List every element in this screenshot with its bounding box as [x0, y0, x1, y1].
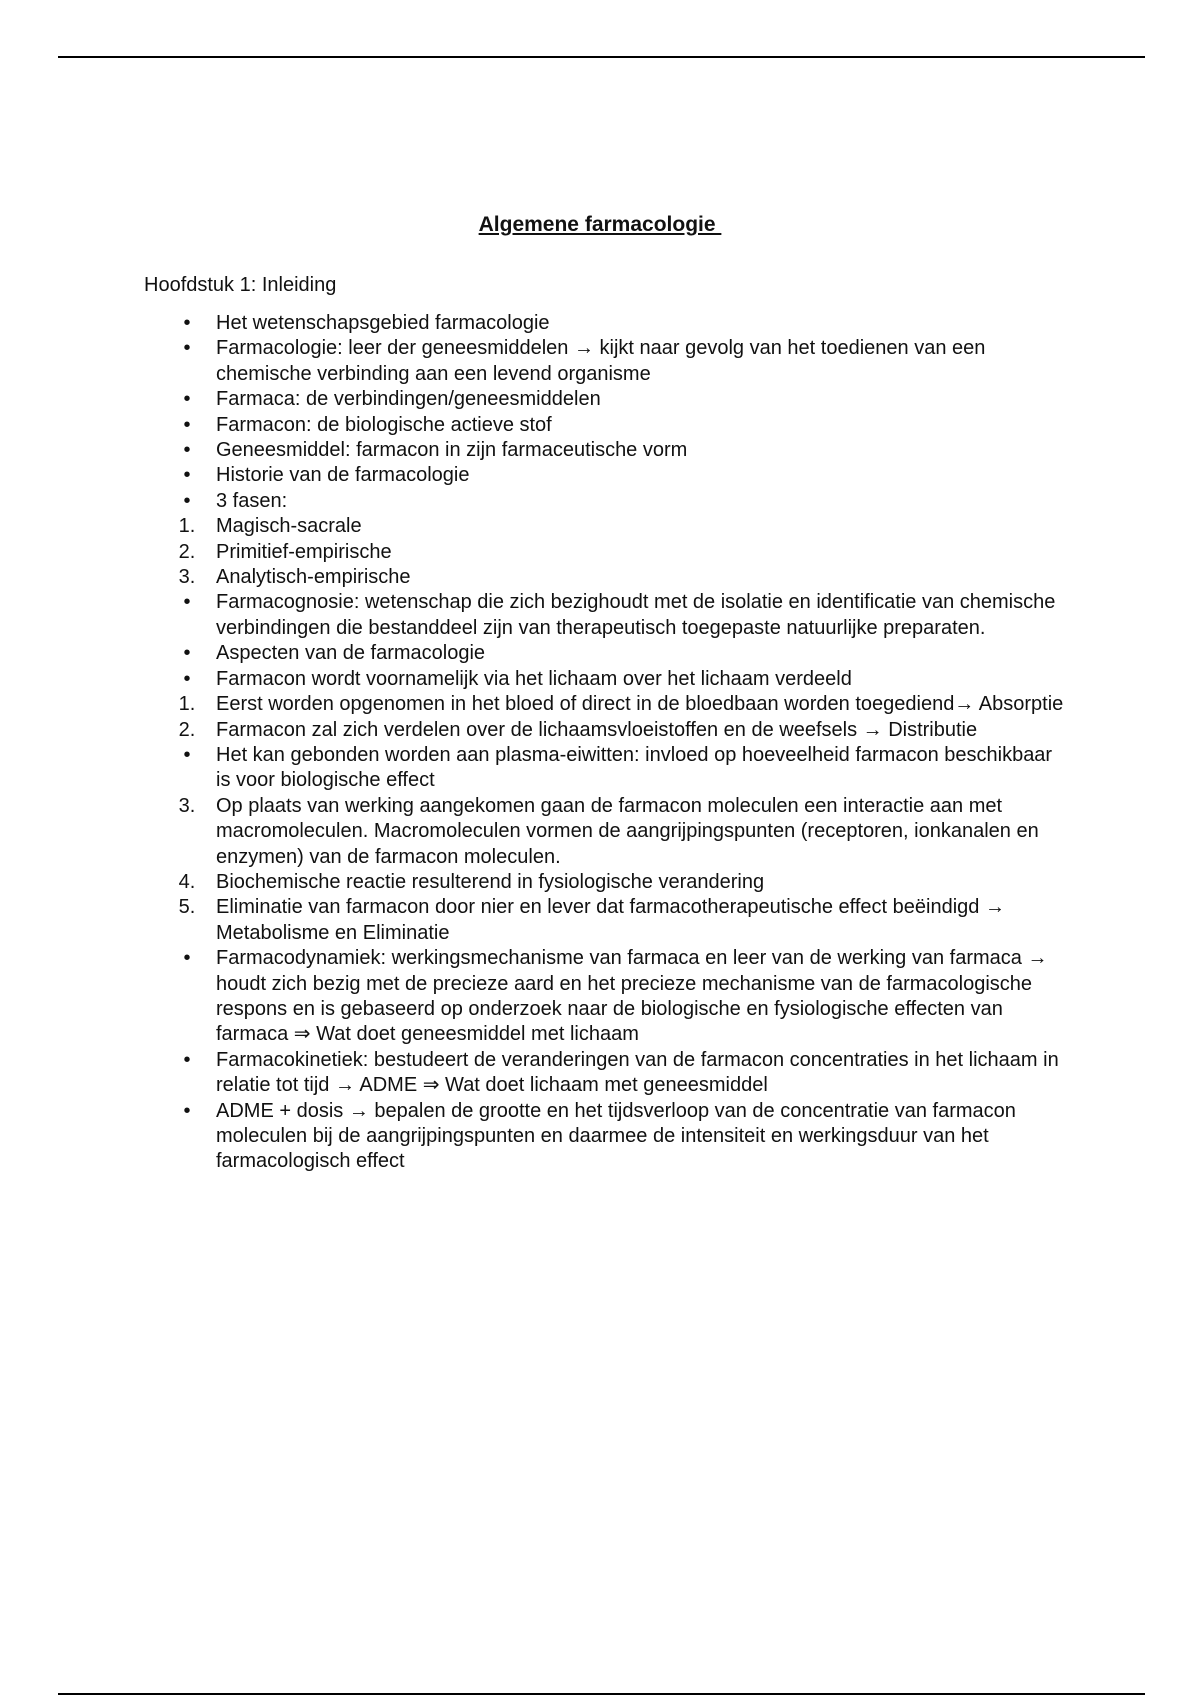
list-item-text: 3 fasen: [216, 489, 288, 512]
list-item [172, 718, 1072, 743]
list-item-text: Farmacokinetiek: bestudeert de veranderingen van de farmacon concentraties in het lichaam in relatie tot tijd → ADME ⇒ Wat doet lichaam met geneesmiddel [216, 1048, 1059, 1097]
notes-list [172, 311, 1072, 1175]
list-item-text: Historie van de farmacologie [216, 464, 470, 487]
list-item [172, 540, 1072, 565]
list-item-text: Biochemische reactie resulterend in fysiologische verandering [216, 870, 765, 893]
bullet-marker: • [183, 642, 191, 665]
list-item-text: Eerst worden opgenomen in het bloed of direct in de bloedbaan worden toegediend→ Absorptie [216, 693, 1064, 716]
list-item-text: Farmaca: de verbindingen/geneesmiddelen [216, 388, 601, 411]
bullet-marker: • [183, 1048, 191, 1071]
bullet-marker: • [183, 743, 191, 766]
list-item-text: Farmacologie: leer der geneesmiddelen → kijkt naar gevolg van het toedienen van een chemische verbinding aan een levend organisme [216, 337, 986, 385]
list-item [172, 895, 1072, 946]
list-item-text: Geneesmiddel: farmacon in zijn farmaceutische vorm [216, 439, 688, 462]
list-item [172, 438, 1072, 463]
number-marker: 1. [178, 515, 196, 538]
list-item-text: Farmacon: de biologische actieve stof [216, 413, 552, 436]
bullet-marker: • [183, 413, 191, 436]
list-item-text: Farmacodynamiek: werkingsmechanisme van farmaca en leer van de werking van farmaca → houdt zich bezig met de precieze aard en het precieze mechanisme van de farmacologische respons en is gebaseerd op onderzoek naar de biologische en fysiologische effecten van farmaca ⇒ Wat doet geneesmiddel met lichaam [216, 947, 1048, 1046]
list-item [172, 1048, 1072, 1099]
list-item [172, 463, 1072, 488]
number-marker: 1. [178, 693, 196, 716]
bullet-marker: • [183, 947, 191, 970]
list-item-text: Primitief-empirische [216, 540, 392, 563]
list-item [172, 336, 1072, 387]
list-item [172, 514, 1072, 539]
bullet-marker: • [183, 489, 191, 512]
bullet-marker: • [183, 591, 191, 614]
bottom-rule [58, 1693, 1145, 1695]
number-marker: 2. [178, 540, 196, 563]
list-item-text: Farmacon wordt voornamelijk via het lichaam over het lichaam verdeeld [216, 667, 852, 690]
list-item [172, 590, 1072, 641]
list-item [172, 946, 1072, 1048]
top-rule [58, 56, 1145, 58]
bullet-marker: • [183, 388, 191, 411]
bullet-marker: • [183, 1099, 191, 1122]
list-item-text: Magisch-sacrale [216, 515, 362, 538]
list-item [172, 743, 1072, 794]
list-item [172, 311, 1072, 336]
number-marker: 3. [178, 566, 196, 589]
bullet-marker: • [183, 464, 191, 487]
bullet-marker: • [183, 312, 191, 334]
list-item [172, 667, 1072, 692]
list-item-text: Farmacognosie: wetenschap die zich bezighoudt met de isolatie en identificatie van chemische verbindingen die bestanddeel zijn van therapeutisch toegepaste natuurlijke preparaten. [216, 591, 1056, 639]
list-item-text: Analytisch-empirische [216, 566, 411, 589]
list-item-text: Farmacon zal zich verdelen over de lichaamsvloeistoffen en de weefsels → Distributie [216, 718, 978, 741]
list-item-text: Aspecten van de farmacologie [216, 642, 486, 665]
list-item [172, 413, 1072, 438]
number-marker: 4. [178, 870, 196, 893]
list-item [172, 489, 1072, 514]
list-item-text: Het wetenschapsgebied farmacologie [216, 312, 550, 334]
list-item-text: Op plaats van werking aangekomen gaan de farmacon moleculen een interactie aan met macromoleculen. Macromoleculen vormen de aangrijpingspunten (receptoren, ionkanalen en enzymen) van de farmacon moleculen. [216, 794, 1039, 868]
bullet-marker: • [183, 667, 191, 690]
number-marker: 5. [178, 896, 196, 919]
bullet-marker: • [183, 439, 191, 462]
list-item [172, 1099, 1072, 1175]
bullet-marker: • [183, 337, 191, 360]
document-title: Algemene farmacologie [478, 213, 722, 236]
number-marker: 2. [178, 718, 196, 741]
list-item [172, 565, 1072, 590]
number-marker: 3. [178, 794, 196, 817]
list-item [172, 387, 1072, 412]
list-item [172, 692, 1072, 717]
list-item-text: ADME + dosis → bepalen de grootte en het tijdsverloop van de concentratie van farmacon moleculen bij de aangrijpingspunten en daarmee de intensiteit en werkingsduur van het farmacologisch effect [216, 1099, 1016, 1173]
list-item-text: Het kan gebonden worden aan plasma-eiwitten: invloed op hoeveelheid farmacon beschikbaar is voor biologische effect [216, 743, 1053, 792]
list-item-text: Eliminatie van farmacon door nier en lever dat farmacotherapeutische effect beëindigd → Metabolisme en Eliminatie [216, 896, 1005, 944]
list-item [172, 794, 1072, 870]
chapter-heading: Hoofdstuk 1: Inleiding [144, 274, 337, 296]
list-item [172, 870, 1072, 895]
list-item [172, 641, 1072, 666]
